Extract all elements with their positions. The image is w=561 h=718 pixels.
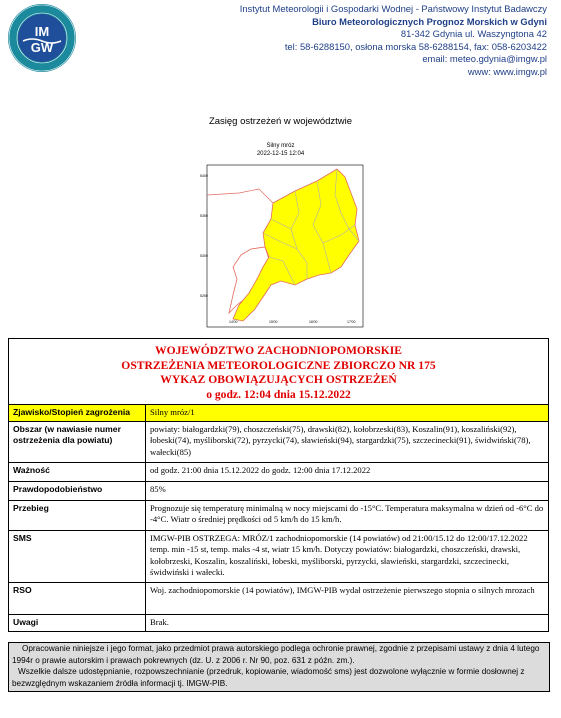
- area-value: powiaty: białogardzki(79), choszczeński(75), drawski(82), kołobrzeski(83), Koszalin(91), koszaliński(92), łobeski(74), myśliborski(72), pyrzycki(74), sławieński(94), stargardzki(75), szczecinecki(91), świdwiński(78), wałecki(85): [146, 422, 549, 463]
- x-tick: 17'00: [347, 320, 356, 324]
- table-row: [9, 463, 549, 482]
- rso-label: RSO: [9, 583, 146, 615]
- table-row: [9, 482, 549, 501]
- table-row: [9, 405, 549, 422]
- list-title: WYKAZ OBOWIĄZUJĄCYCH OSTRZEŻEŃ: [160, 373, 397, 386]
- probability-label: Prawdopodobieństwo: [9, 482, 146, 501]
- table-row: [9, 531, 549, 583]
- logo-text-bottom: GW: [30, 40, 54, 55]
- x-tick: 15'00: [269, 320, 278, 324]
- probability-value: 85%: [146, 482, 549, 501]
- phenomenon-label: Zjawisko/Stopień zagrożenia: [9, 405, 146, 422]
- validity-value: od godz. 21:00 dnia 15.12.2022 do godz. 12:00 dnia 17.12.2022: [146, 463, 549, 482]
- y-tick: 5300: [200, 254, 208, 258]
- y-tick: 5350: [200, 214, 208, 218]
- sms-label: SMS: [9, 531, 146, 583]
- table-row: [9, 422, 549, 463]
- course-label: Przebieg: [9, 501, 146, 531]
- logo-text-top: IM: [34, 24, 50, 39]
- map-title: Zasięg ostrzeżeń w województwie: [208, 116, 353, 127]
- copyright-para-1: Opracowanie niniejsze i jego format, jako przedmiot prawa autorskiego podlega ochronie prawnej, zgodnie z przepisami ustawy z dnia 4 lutego 1994r o prawie autorskim i prawach pokrewnych (dz. U. z 2006 r. Nr 90, poz. 631 z późn. zm.).: [12, 644, 540, 665]
- table-row: [9, 501, 549, 531]
- phenomenon-value: Silny mróz/1: [146, 405, 549, 422]
- bulletin-title: OSTRZEŻENIA METEOROLOGICZNE ZBIORCZO NR 175: [121, 358, 436, 372]
- notes-label: Uwagi: [9, 615, 146, 632]
- warning-map: [199, 163, 365, 330]
- office-name: Biuro Meteorologicznych Prognoz Morskich w Gdyni: [312, 15, 547, 27]
- map-datetime: 2022-12-15 12:04: [256, 150, 305, 157]
- course-value: Prognozuje się temperaturę minimalną w nocy miejscami do -15°C. Temperatura maksymalna w dzień od -6°C do -4°C. Wiatr o średniej prędkości od 5 km/h do 15 km/h.: [146, 501, 549, 531]
- sms-value: IMGW-PIB OSTRZEGA: MRÓZ/1 zachodniopomorskie (14 powiatów) od 21:00/15.12 do 12:00/17.12.2022 temp. min -15 st, temp. maks -4 st, wiatr 15 km/h. Dotyczy powiatów: białogardzki, choszczeński, drawski, kołobrzeski, Koszalin, koszaliński, łobeski, myśliborski, pyrzycki, sławieński, stargardzki, szczecinecki, świdwiński i wałecki.: [146, 531, 549, 583]
- imgw-logo: [7, 3, 77, 73]
- notes-value: Brak.: [146, 615, 549, 632]
- issue-time: o godz. 12:04 dnia 15.12.2022: [206, 387, 351, 401]
- rso-value: Woj. zachodniopomorskie (14 powiatów), IMGW-PIB wydał ostrzeżenie pierwszego stopnia o silnych mrozach: [146, 583, 549, 615]
- website[interactable]: www: www.imgw.pl: [467, 65, 547, 77]
- x-tick: 16'00: [309, 320, 318, 324]
- x-tick: 14'00: [229, 320, 238, 324]
- region-title: WOJEWÓDZTWO ZACHODNIOPOMORSKIE: [154, 344, 403, 357]
- warning-table: [8, 404, 549, 632]
- institute-name: Instytut Meteorologii i Gospodarki Wodnej - Państwowy Instytut Badawczy: [239, 3, 547, 14]
- copyright-para-2: Wszelkie dalsze udostępnianie, rozpowszechnianie (przedruk, kopiowanie, wiadomość sms) jest dozwolone wyłącznie w formie dosłownej z bezwzględnym wskazaniem źródła informacji tj. IMGW-PIB.: [12, 667, 525, 688]
- institute-header: [240, 3, 547, 79]
- y-tick: 5400: [200, 174, 208, 178]
- map-subtitle: [0, 143, 561, 158]
- y-tick: 5250: [200, 294, 208, 298]
- phones: tel: 58-6288150, osłona morska 58-6288154, fax: 058-6203422: [284, 40, 547, 52]
- area-label: Obszar (w nawiasie numer ostrzeżenia dla powiatu): [9, 422, 146, 463]
- table-row: [9, 615, 549, 632]
- map-phenomenon: Silny mróz: [266, 143, 295, 149]
- copyright-footer: [8, 642, 550, 692]
- address: 81-342 Gdynia ul. Waszyngtona 42: [400, 28, 547, 40]
- warning-title: [9, 339, 548, 404]
- email[interactable]: email: meteo.gdynia@imgw.pl: [422, 53, 547, 65]
- warning-title-box: [8, 338, 549, 406]
- table-row: [9, 583, 549, 615]
- validity-label: Ważność: [9, 463, 146, 482]
